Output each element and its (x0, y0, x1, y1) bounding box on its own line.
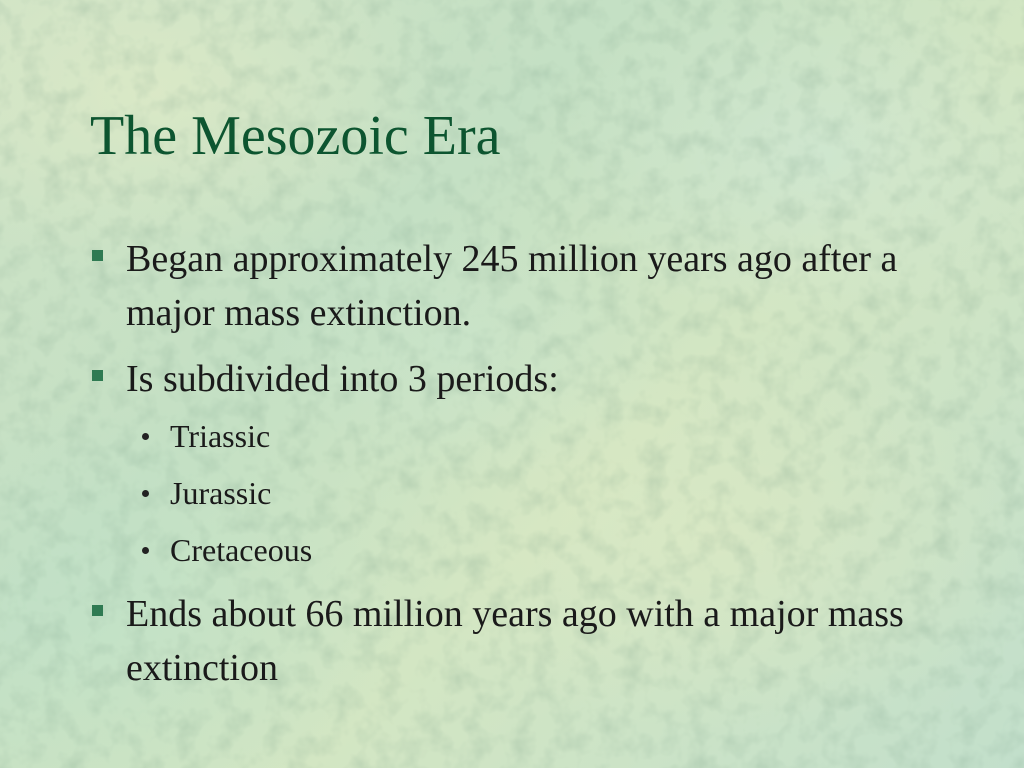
bullet-item (90, 232, 970, 340)
dot-bullet-icon (142, 433, 149, 440)
bullet-item (90, 587, 970, 695)
sub-bullet-text: Jurassic (170, 475, 272, 511)
sub-bullet-text: Triassic (170, 418, 271, 454)
bullet-text: Began approximately 245 million years ago after a major mass extinction. (126, 238, 898, 334)
bullet-list (90, 232, 970, 695)
bullet-item (90, 352, 970, 406)
bullet-text: Is subdivided into 3 periods: (126, 358, 559, 400)
sub-bullet-item (90, 470, 970, 516)
dot-bullet-icon (142, 490, 149, 497)
bullet-text: Ends about 66 million years ago with a major mass extinction (126, 593, 904, 689)
square-bullet-icon (92, 370, 103, 381)
sub-bullet-item (90, 527, 970, 573)
slide-title: The Mesozoic Era (90, 105, 501, 167)
sub-bullet-item (90, 413, 970, 459)
sub-bullet-text: Cretaceous (170, 532, 313, 568)
square-bullet-icon (92, 605, 103, 616)
sub-bullet-list (90, 413, 970, 573)
square-bullet-icon (92, 250, 103, 261)
dot-bullet-icon (142, 547, 149, 554)
